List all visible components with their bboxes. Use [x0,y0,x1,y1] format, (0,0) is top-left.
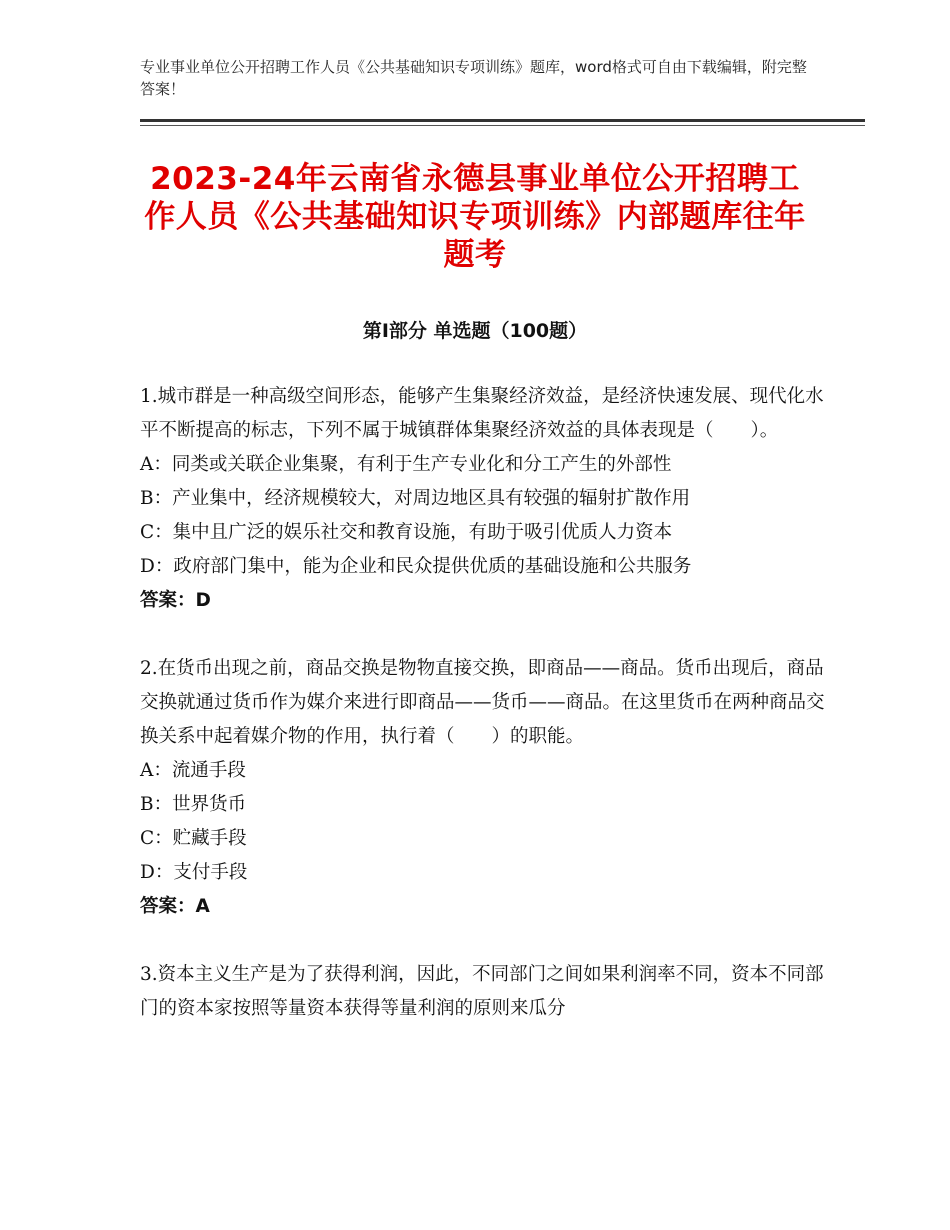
option-b: B：世界货币 [140,794,247,815]
question-stem: 2.在货币出现之前，商品交换是物物直接交换，即商品——商品。货币出现后，商品交换就通过货币作为媒介来进行即商品——货币——商品。在这里货币在两种商品交换关系中起着媒介物的作用，执行着（ ）的职能。 [140,658,825,747]
option-d: D：支付手段 [140,862,248,883]
question-2 [140,652,840,924]
header-note: 专业事业单位公开招聘工作人员《公共基础知识专项训练》题库，word格式可自由下载编辑，附完整答案！ [140,58,807,98]
answer: 答案：A [140,896,210,917]
option-a: A：同类或关联企业集聚，有利于生产专业化和分工产生的外部性 [140,454,672,475]
question-stem: 3.资本主义生产是为了获得利润，因此，不同部门之间如果利润率不同，资本不同部门的资本家按照等量资本获得等量利润的原则来瓜分 [140,964,824,1019]
option-d: D：政府部门集中，能为企业和民众提供优质的基础设施和公共服务 [140,556,692,577]
question-1 [140,380,840,618]
option-c: C：贮藏手段 [140,828,247,849]
header-divider-thin [140,125,865,126]
header-divider-thick [140,119,865,122]
answer: 答案：D [140,590,211,611]
option-a: A：流通手段 [140,760,246,781]
question-stem: 1.城市群是一种高级空间形态，能够产生集聚经济效益，是经济快速发展、现代化水平不断提高的标志，下列不属于城镇群体集聚经济效益的具体表现是（ ）。 [140,386,824,441]
option-c: C：集中且广泛的娱乐社交和教育设施，有助于吸引优质人力资本 [140,522,673,543]
document-title: 2023-24年云南省永德县事业单位公开招聘工作人员《公共基础知识专项训练》内部题库往年题考 [144,161,806,273]
option-b: B：产业集中，经济规模较大，对周边地区具有较强的辐射扩散作用 [140,488,691,509]
question-list [140,380,840,1060]
question-3 [140,958,840,1026]
section-title: 第Ⅰ部分 单选题（100题） [362,320,588,342]
